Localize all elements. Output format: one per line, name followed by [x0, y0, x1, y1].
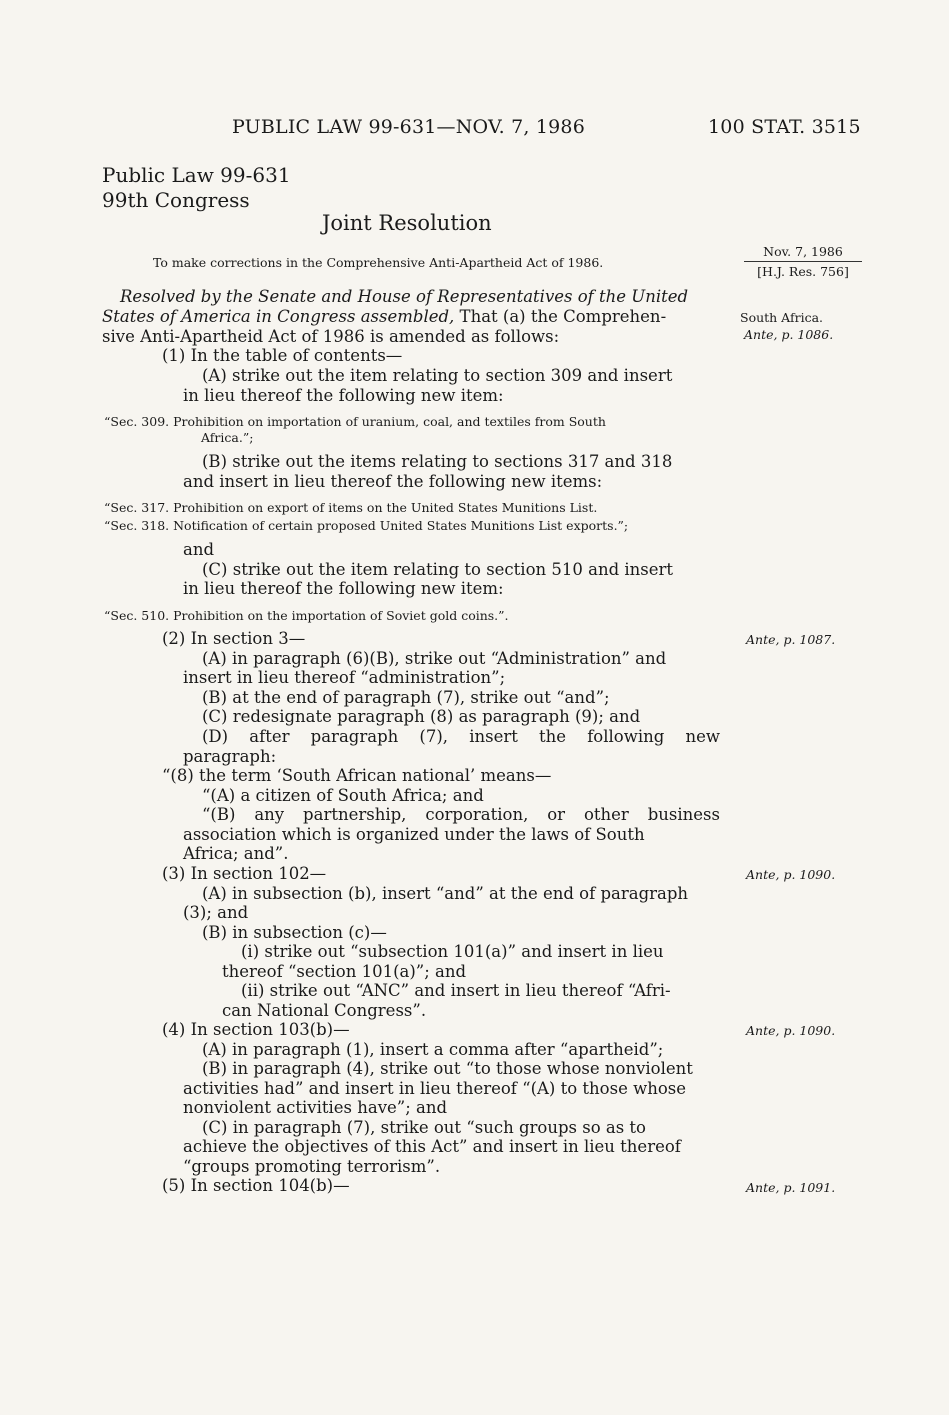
- sec-309-line-1: “Sec. 309. Prohibition on importation of uranium, coal, and textiles from South: [104, 414, 606, 429]
- item-3a-line-1: (A) in subsection (b), insert “and” at the end of paragraph: [202, 884, 689, 903]
- margin-ante-1086: Ante, p. 1086.: [744, 327, 834, 342]
- margin-ante-1091: Ante, p. 1091.: [746, 1180, 836, 1195]
- item-2d-line-1: (D) after paragraph (7), insert the following new: [202, 727, 720, 746]
- resolved-line-1: Resolved by the Senate and House of Representatives of the United: [120, 287, 689, 306]
- item-1a-line-1: (A) strike out the item relating to section 309 and insert: [202, 366, 673, 385]
- item-4b-line-2: activities had” and insert in lieu thereof “(A) to those whose: [183, 1079, 687, 1098]
- margin-date-block: [744, 244, 862, 279]
- resolved-that: That (a) the Comprehen-: [454, 307, 667, 326]
- item-2c: (C) redesignate paragraph (8) as paragraph (9); and: [202, 707, 641, 726]
- item-3b-i-line-2: thereof “section 101(a)”; and: [222, 962, 467, 981]
- item-2b: (B) at the end of paragraph (7), strike out “and”;: [202, 688, 610, 707]
- item-4c-line-1: (C) in paragraph (7), strike out “such groups so as to: [202, 1118, 646, 1137]
- margin-ante-1087: Ante, p. 1087.: [746, 632, 836, 647]
- joint-resolution-title: Joint Resolution: [322, 211, 492, 235]
- item-3b: (B) in subsection (c)—: [202, 923, 387, 942]
- item-5: (5) In section 104(b)—: [162, 1176, 350, 1195]
- resolved-clause: States of America in Congress assembled,: [102, 307, 455, 326]
- running-title: PUBLIC LAW 99-631—NOV. 7, 1986: [232, 116, 585, 138]
- item-4c-line-2: achieve the objectives of this Act” and insert in lieu thereof: [183, 1137, 681, 1156]
- item-3b-ii-line-1: (ii) strike out “ANC” and insert in lieu thereof “Afri-: [241, 981, 671, 1000]
- margin-ante-1090-a: Ante, p. 1090.: [746, 867, 836, 882]
- item-1: (1) In the table of contents—: [162, 346, 403, 365]
- sec-309-line-2: Africa.”;: [201, 430, 254, 445]
- definition-8b-line-1: “(B) any partnership, corporation, or other business: [202, 805, 720, 824]
- and-word: and: [183, 540, 215, 559]
- item-4a: (A) in paragraph (1), insert a comma after “apartheid”;: [202, 1040, 664, 1059]
- item-4b-line-3: nonviolent activities have”; and: [183, 1098, 448, 1117]
- item-3b-ii-line-2: can National Congress”.: [222, 1001, 427, 1020]
- margin-date: Nov. 7, 1986: [763, 244, 843, 259]
- margin-ante-1090-b: Ante, p. 1090.: [746, 1023, 836, 1038]
- sec-510: “Sec. 510. Prohibition on the importation of Soviet gold coins.”.: [104, 608, 509, 623]
- definition-8b-line-2: association which is organized under the laws of South: [183, 825, 645, 844]
- item-2a-line-2: insert in lieu thereof “administration”;: [183, 668, 506, 687]
- sec-318: “Sec. 318. Notification of certain proposed United States Munitions List exports.”;: [104, 518, 629, 533]
- item-3a-line-2: (3); and: [183, 903, 249, 922]
- margin-topic: South Africa.: [740, 310, 824, 325]
- item-1b-line-1: (B) strike out the items relating to sections 317 and 318: [202, 452, 673, 471]
- item-1b-line-2: and insert in lieu thereof the following new items:: [183, 472, 603, 491]
- resolved-line-3: sive Anti-Apartheid Act of 1986 is amended as follows:: [102, 327, 560, 346]
- item-1c-line-1: (C) strike out the item relating to section 510 and insert: [202, 560, 674, 579]
- item-1a-line-2: in lieu thereof the following new item:: [183, 386, 504, 405]
- item-4: (4) In section 103(b)—: [162, 1020, 350, 1039]
- definition-8: “(8) the term ‘South African national’ means—: [162, 766, 552, 785]
- purpose-line: To make corrections in the Comprehensive Anti-Apartheid Act of 1986.: [153, 255, 604, 270]
- sec-317: “Sec. 317. Prohibition on export of items on the United States Munitions List.: [104, 500, 598, 515]
- law-number: Public Law 99-631: [102, 163, 291, 187]
- congress: 99th Congress: [102, 188, 250, 212]
- item-2: (2) In section 3—: [162, 629, 306, 648]
- item-2d-line-2: paragraph:: [183, 747, 277, 766]
- item-4c-line-3: “groups promoting terrorism”.: [183, 1157, 441, 1176]
- item-2a-line-1: (A) in paragraph (6)(B), strike out “Administration” and: [202, 649, 667, 668]
- item-3b-i-line-1: (i) strike out “subsection 101(a)” and insert in lieu: [241, 942, 664, 961]
- definition-8b-line-3: Africa; and”.: [183, 844, 289, 863]
- margin-bill: [H.J. Res. 756]: [757, 264, 849, 279]
- margin-rule: [744, 261, 862, 262]
- stat-page: 100 STAT. 3515: [708, 116, 861, 138]
- resolved-line-2: [102, 307, 666, 327]
- item-3: (3) In section 102—: [162, 864, 327, 883]
- definition-8a: “(A) a citizen of South Africa; and: [202, 786, 484, 805]
- item-4b-line-1: (B) in paragraph (4), strike out “to those whose nonviolent: [202, 1059, 693, 1078]
- item-1c-line-2: in lieu thereof the following new item:: [183, 579, 504, 598]
